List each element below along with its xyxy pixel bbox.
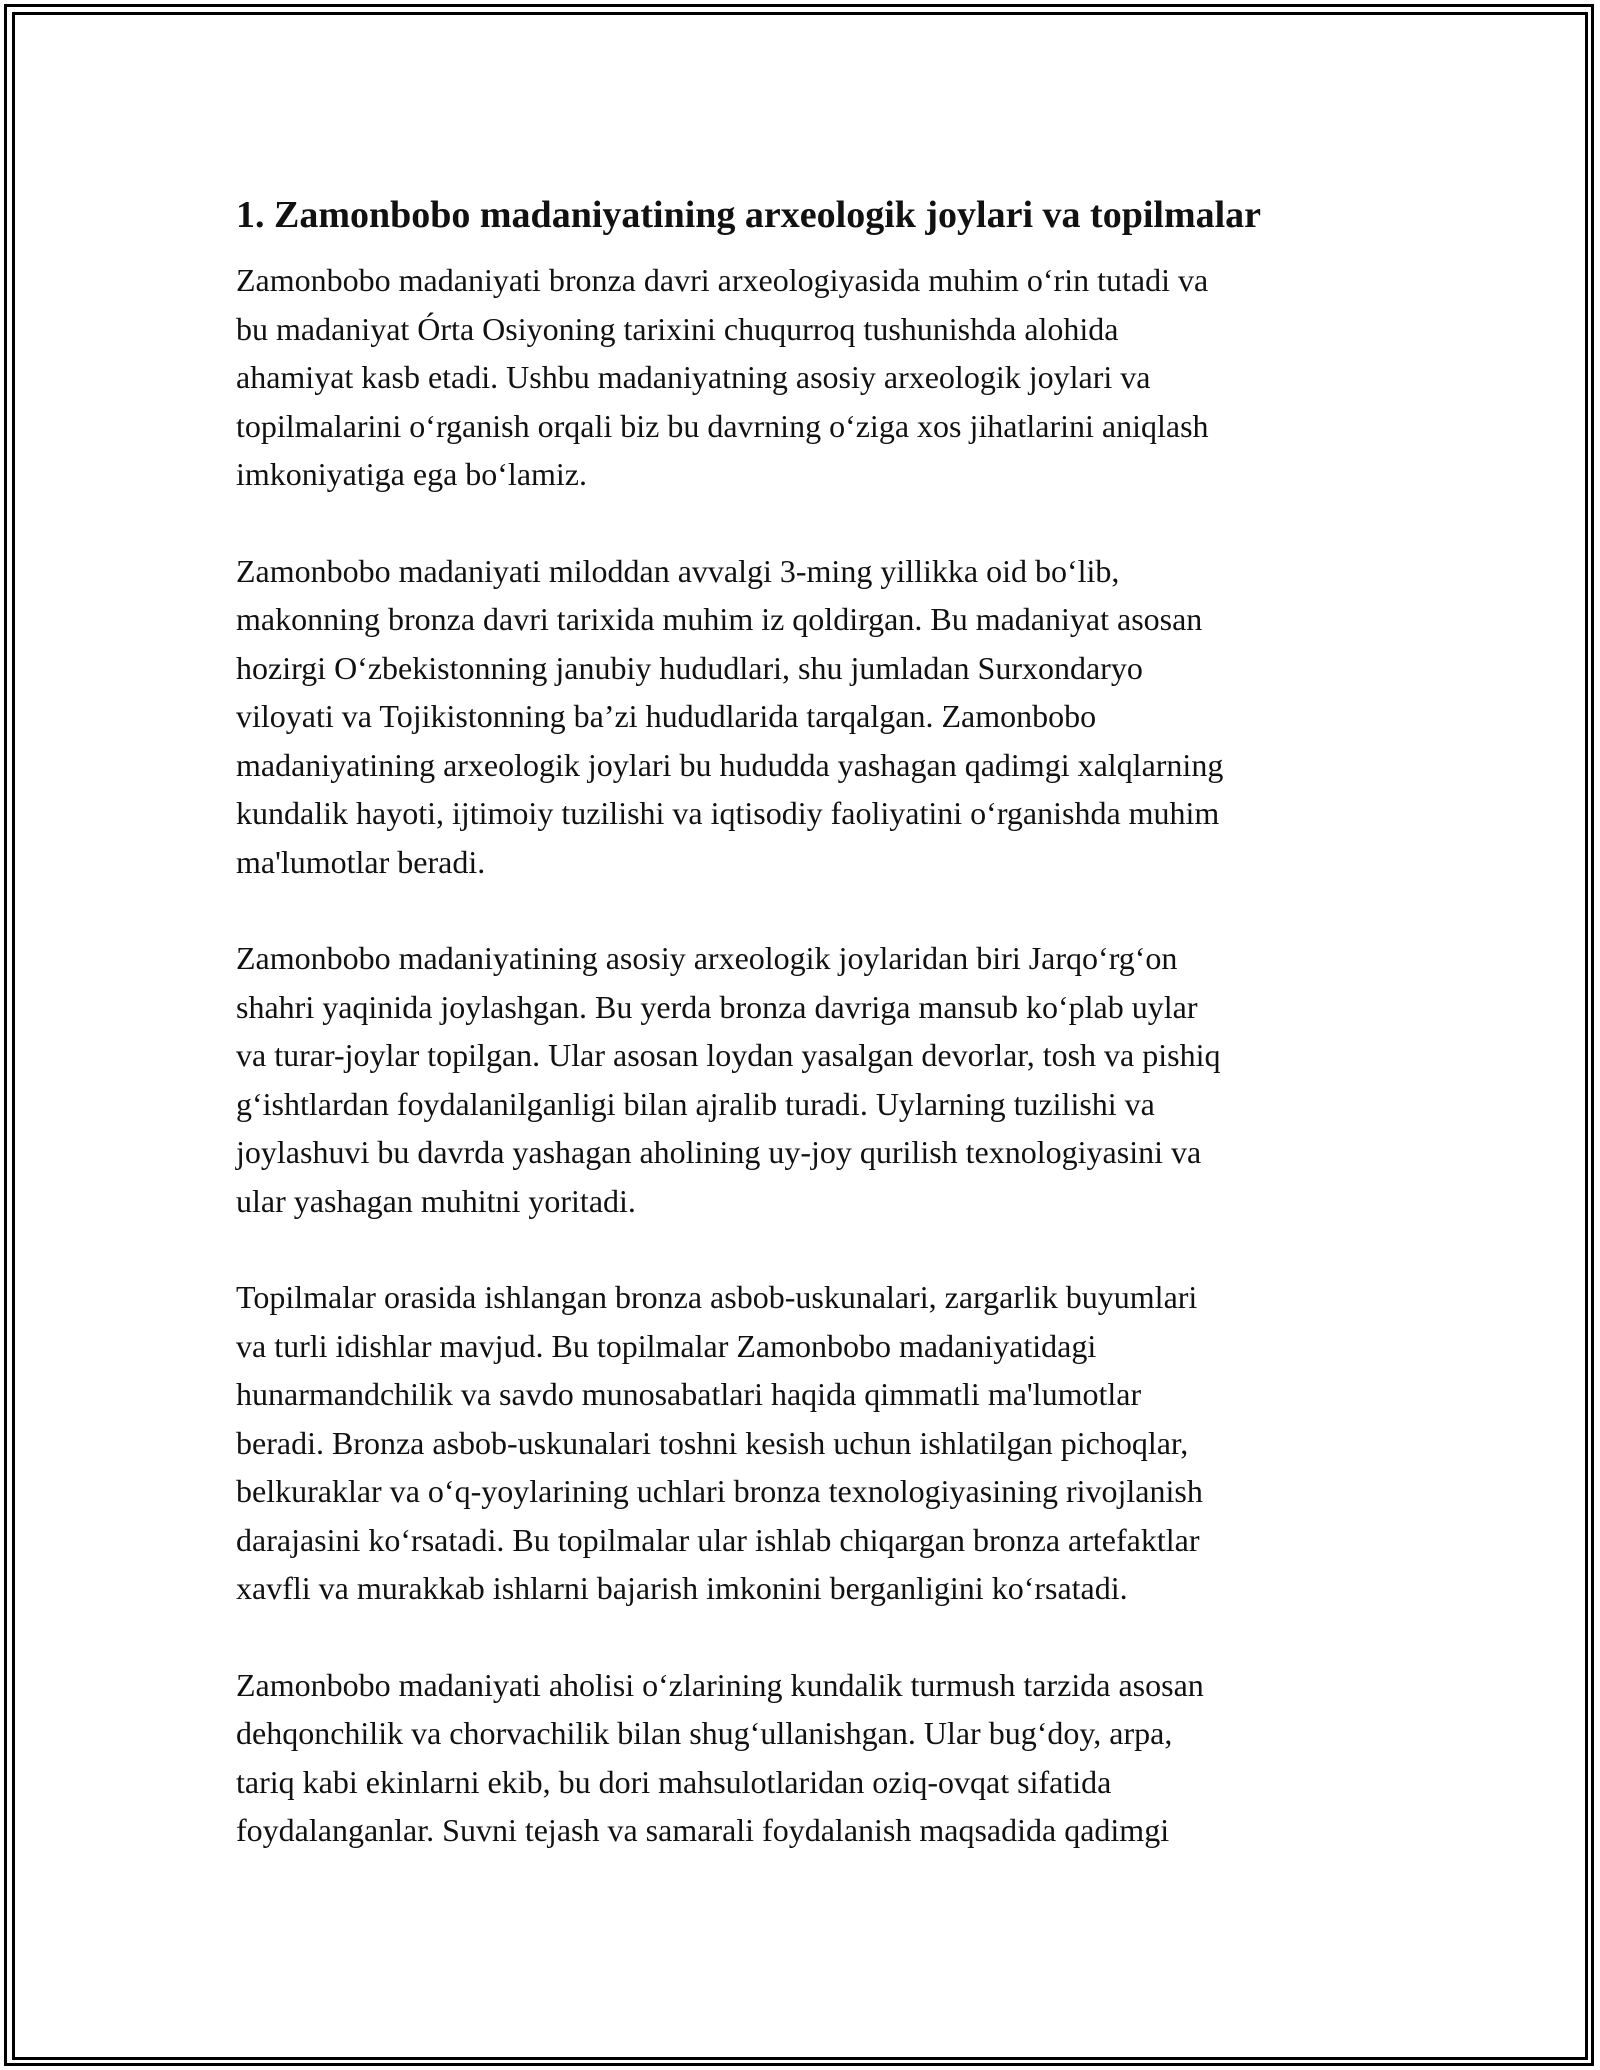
text-line: darajasini ko‘rsatadi. Bu topilmalar ular ishlab chiqargan bronza artefaktlar	[236, 1521, 1200, 1558]
text-line: va turli idishlar mavjud. Bu topilmalar Zamonbobo madaniyatidagi	[236, 1327, 1097, 1364]
paragraph	[236, 256, 1376, 499]
text-line: hunarmandchilik va savdo munosabatlari haqida qimmatli ma'lumotlar	[236, 1376, 1142, 1412]
text-line: hozirgi O‘zbekistonning janubiy hududlari, shu jumladan Surxondaryo	[236, 649, 1143, 686]
text-line: Zamonbobo madaniyatining asosiy arxeologik joylaridan biri Jarqo‘rg‘on	[236, 940, 1178, 976]
text-line: kundalik hayoti, ijtimoiy tuzilishi va iqtisodiy faoliyatini o‘rganishda muhim	[236, 795, 1220, 831]
text-line: ahamiyat kasb etadi. Ushbu madaniyatning asosiy arxeologik joylari va	[236, 359, 1151, 395]
text-line: Zamonbobo madaniyati miloddan avvalgi 3-ming yillikka oid bo‘lib,	[236, 552, 1120, 589]
text-line: Topilmalar orasida ishlangan bronza asbob-uskunalari, zargarlik buyumlari	[236, 1279, 1198, 1315]
text-line: beradi. Bronza asbob-uskunalari toshni kesish uchun ishlatilgan pichoqlar,	[236, 1424, 1189, 1461]
paragraph	[236, 1661, 1376, 1855]
paragraph	[236, 547, 1376, 887]
text-line: va turar-joylar topilgan. Ular asosan loydan yasalgan devorlar, tosh va pishiq	[236, 1037, 1221, 1073]
text-line: g‘ishtlardan foydalanilganligi bilan ajralib turadi. Uylarning tuzilishi va	[236, 1085, 1155, 1122]
text-line: madaniyatining arxeologik joylari bu hududda yashagan qadimgi xalqlarning	[236, 746, 1224, 783]
text-line: xavfli va murakkab ishlarni bajarish imkonini berganligini ko‘rsatadi.	[236, 1570, 1128, 1606]
text-line: belkuraklar va o‘q-yoylarining uchlari bronza texnologiyasining rivojlanish	[236, 1473, 1203, 1509]
section-heading: 1. Zamonbobo madaniyatining arxeologik joylari va topilmalar	[236, 194, 1262, 236]
text-line: ular yashagan muhitni yoritadi.	[236, 1182, 636, 1219]
text-line: Zamonbobo madaniyati bronza davri arxeologiyasida muhim o‘rin tutadi va	[236, 262, 1209, 298]
text-line: imkoniyatiga ega bo‘lamiz.	[236, 456, 587, 492]
paragraph	[236, 1273, 1376, 1613]
paragraph	[236, 934, 1376, 1225]
text-line: foydalanganlar. Suvni tejash va samarali foydalanish maqsadida qadimgi	[236, 1812, 1170, 1848]
text-line: dehqonchilik va chorvachilik bilan shug‘ullanishgan. Ular bug‘doy, arpa,	[236, 1715, 1173, 1751]
text-line: joylashuvi bu davrda yashagan aholining uy-joy qurilish texnologiyasini va	[236, 1134, 1202, 1170]
text-line: viloyati va Tojikistonning ba’zi hududlarida tarqalgan. Zamonbobo	[236, 698, 1097, 734]
text-line: Zamonbobo madaniyati aholisi o‘zlarining kundalik turmush tarzida asosan	[236, 1666, 1204, 1703]
text-line: ma'lumotlar beradi.	[236, 843, 486, 880]
text-line: topilmalarini o‘rganish orqali biz bu davrning o‘ziga xos jihatlarini aniqlash	[236, 407, 1209, 444]
document-body	[236, 188, 1376, 1903]
text-line: tariq kabi ekinlarni ekib, bu dori mahsulotlaridan oziq-ovqat sifatida	[236, 1763, 1112, 1800]
text-line: makonning bronza davri tarixida muhim iz qoldirgan. Bu madaniyat asosan	[236, 601, 1203, 637]
text-line: bu madaniyat Órta Osiyoning tarixini chuqurroq tushunishda alohida	[236, 310, 1119, 347]
text-line: shahri yaqinida joylashgan. Bu yerda bronza davriga mansub ko‘plab uylar	[236, 988, 1198, 1025]
